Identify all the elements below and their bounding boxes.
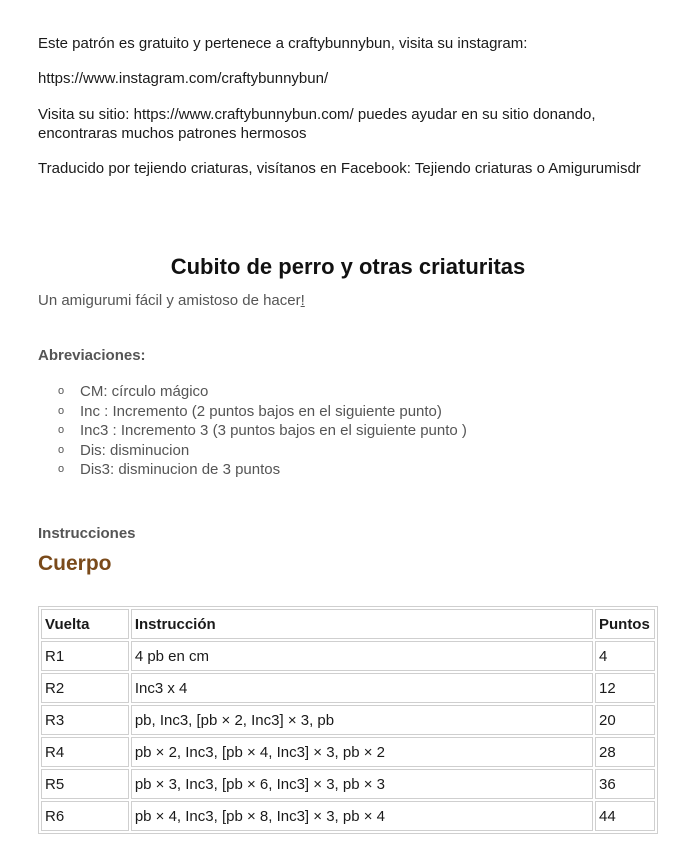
pattern-table (38, 606, 658, 834)
cell-instruction: Inc3 x 4 (131, 673, 593, 703)
list-item (38, 460, 467, 480)
table-row (41, 769, 655, 799)
cell-instruction: 4 pb en cm (131, 641, 593, 671)
cell-instruction: pb × 2, Inc3, [pb × 4, Inc3] × 3, pb × 2 (131, 737, 593, 767)
list-item (38, 402, 467, 422)
cell-round: R5 (41, 769, 129, 799)
cell-round: R4 (41, 737, 129, 767)
intro-line-ownership: Este patrón es gratuito y pertenece a craftybunnybun, visita su instagram: (38, 35, 528, 52)
abbreviation-text: Inc : Incremento (2 puntos bajos en el siguiente punto) (80, 402, 442, 420)
cell-round: R3 (41, 705, 129, 735)
list-item (38, 382, 467, 402)
intro-line-translation: Traducido por tejiendo criaturas, visítanos en Facebook: Tejiendo criaturas o Amigurumisdr (38, 160, 641, 177)
document-title: Cubito de perro y otras criaturitas (170, 254, 526, 279)
intro-line-instagram-url[interactable]: https://www.instagram.com/craftybunnybun/ (38, 70, 329, 87)
list-item (38, 441, 467, 461)
hollow-bullet-icon: o (58, 443, 65, 456)
header-instruction: Instrucción (131, 609, 593, 639)
abbreviations-list (38, 382, 467, 480)
cell-stitches: 20 (595, 705, 655, 735)
hollow-bullet-icon: o (58, 385, 65, 397)
intro-line-website: Visita su sitio: https://www.craftybunnybun.com/ puedes ayudar en su sitio donando, encontraras muchos patrones hermosos (38, 106, 596, 142)
section-heading-body: Cuerpo (38, 552, 112, 575)
hollow-bullet-icon: o (58, 463, 65, 475)
cell-instruction: pb, Inc3, [pb × 2, Inc3] × 3, pb (131, 705, 593, 735)
abbreviation-text: Inc3 : Incremento 3 (3 puntos bajos en el siguiente punto ) (80, 422, 467, 439)
cell-stitches: 36 (595, 769, 655, 799)
cell-stitches: 44 (595, 801, 655, 831)
header-stitches: Puntos (595, 609, 655, 639)
abbreviation-text: CM: círculo mágico (80, 383, 209, 400)
cell-round: R1 (41, 641, 129, 671)
cell-stitches: 4 (595, 641, 655, 671)
subtitle-text: Un amigurumi fácil y amistoso de hacer (38, 292, 301, 309)
abbreviation-text: Dis3: disminucion de 3 puntos (80, 461, 281, 478)
instructions-heading: Instrucciones (38, 525, 136, 542)
cell-instruction: pb × 3, Inc3, [pb × 6, Inc3] × 3, pb × 3 (131, 769, 593, 799)
header-round: Vuelta (41, 609, 129, 639)
cell-stitches: 12 (595, 673, 655, 703)
table-row (41, 737, 655, 767)
table-row (41, 801, 655, 831)
subtitle-exclamation: ! (300, 292, 305, 309)
abbreviation-text: Dis: disminucion (80, 441, 190, 459)
table-row (41, 673, 655, 703)
cell-stitches: 28 (595, 737, 655, 767)
table-row (41, 641, 655, 671)
cell-round: R6 (41, 801, 129, 831)
table-header-row (41, 609, 655, 639)
list-item (38, 421, 467, 441)
table-row (41, 705, 655, 735)
cell-round: R2 (41, 673, 129, 703)
abbreviations-heading: Abreviaciones: (38, 347, 146, 364)
hollow-bullet-icon: o (58, 404, 65, 417)
document-subtitle (38, 292, 305, 309)
cell-instruction: pb × 4, Inc3, [pb × 8, Inc3] × 3, pb × 4 (131, 801, 593, 831)
hollow-bullet-icon: o (58, 424, 65, 436)
